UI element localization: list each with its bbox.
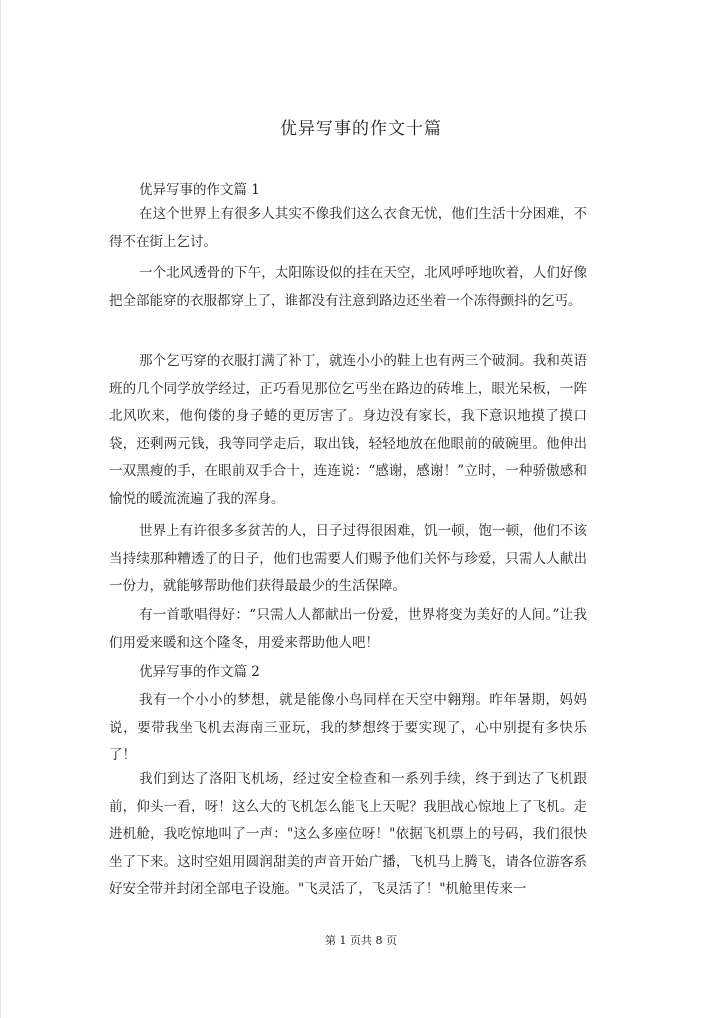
paragraph: 在这个世界上有很多人其实不像我们这么衣食无忧，他们生活十分困难，不得不在街上乞讨。 — [109, 206, 587, 250]
paragraph: 我们到达了洛阳飞机场，经过安全检查和一系列手续，终于到达了飞机跟前，仰头一看，呀！这么大的飞机怎么能飞上天呢？我胆战心惊地上了飞机。走进机舱，我吃惊地叫了一声："这么多座位呀！"依据飞机票上的号码，我们很快坐了下来。这时空姐用圆润甜美的声音开始广播，飞机马上腾飞，请各位游客系好安全带并封闭全部电子设施。"飞灵活了，飞灵活了！"机舱里传来一 — [109, 771, 587, 897]
paragraph: 我有一个小小的梦想，就是能像小鸟同样在天空中翱翔。昨年暑期，妈妈说，要带我坐飞机去海南三亚玩，我的梦想终于要实现了，心中别提有多快乐了！ — [109, 692, 587, 763]
document-title: 优异写事的作文十篇 — [280, 119, 442, 139]
paragraph: 那个乞丐穿的衣服打满了补丁，就连小小的鞋上也有两三个破洞。我和英语班的几个同学放学经过，正巧看见那位乞丐坐在路边的砖堆上，眼光呆板，一阵北风吹来，他佝偻的身子蜷的更厉害了。身边没有家长，我下意识地摸了摸口袋，还剩两元钱，我等同学走后，取出钱，轻轻地放在他眼前的破碗里。他伸出一双黑瘦的手，在眼前双手合十，连连说：“感谢，感谢！”立时，一种骄傲感和愉悦的暖流流遍了我的浑身。 — [109, 353, 587, 507]
paragraph: 世界上有许很多多贫苦的人，日子过得很困难，饥一顿，饱一顿，他们不该当持续那种糟透了的日子，他们也需要人们赐予他们关怀与珍爱，只需人人献出一份力，就能够帮助他们获得最最少的生活保障。 — [109, 523, 587, 594]
section-heading-2: 优异写事的作文篇 2 — [139, 664, 260, 680]
paragraph: 有一首歌唱得好：“只需人人都献出一份爱，世界将变为美好的人间。”让我们用爱来暖和这个隆冬，用爱来帮助他人吧！ — [109, 607, 587, 651]
page-number-footer: 第 1 页共 8 页 — [325, 934, 397, 947]
section-heading-1: 优异写事的作文篇 1 — [139, 182, 260, 198]
paragraph: 一个北风透骨的下午，太阳陈设似的挂在天空，北风呼呼地吹着，人们好像把全部能穿的衣服都穿上了，谁都没有注意到路边还坐着一个冻得颤抖的乞丐。 — [109, 265, 587, 309]
